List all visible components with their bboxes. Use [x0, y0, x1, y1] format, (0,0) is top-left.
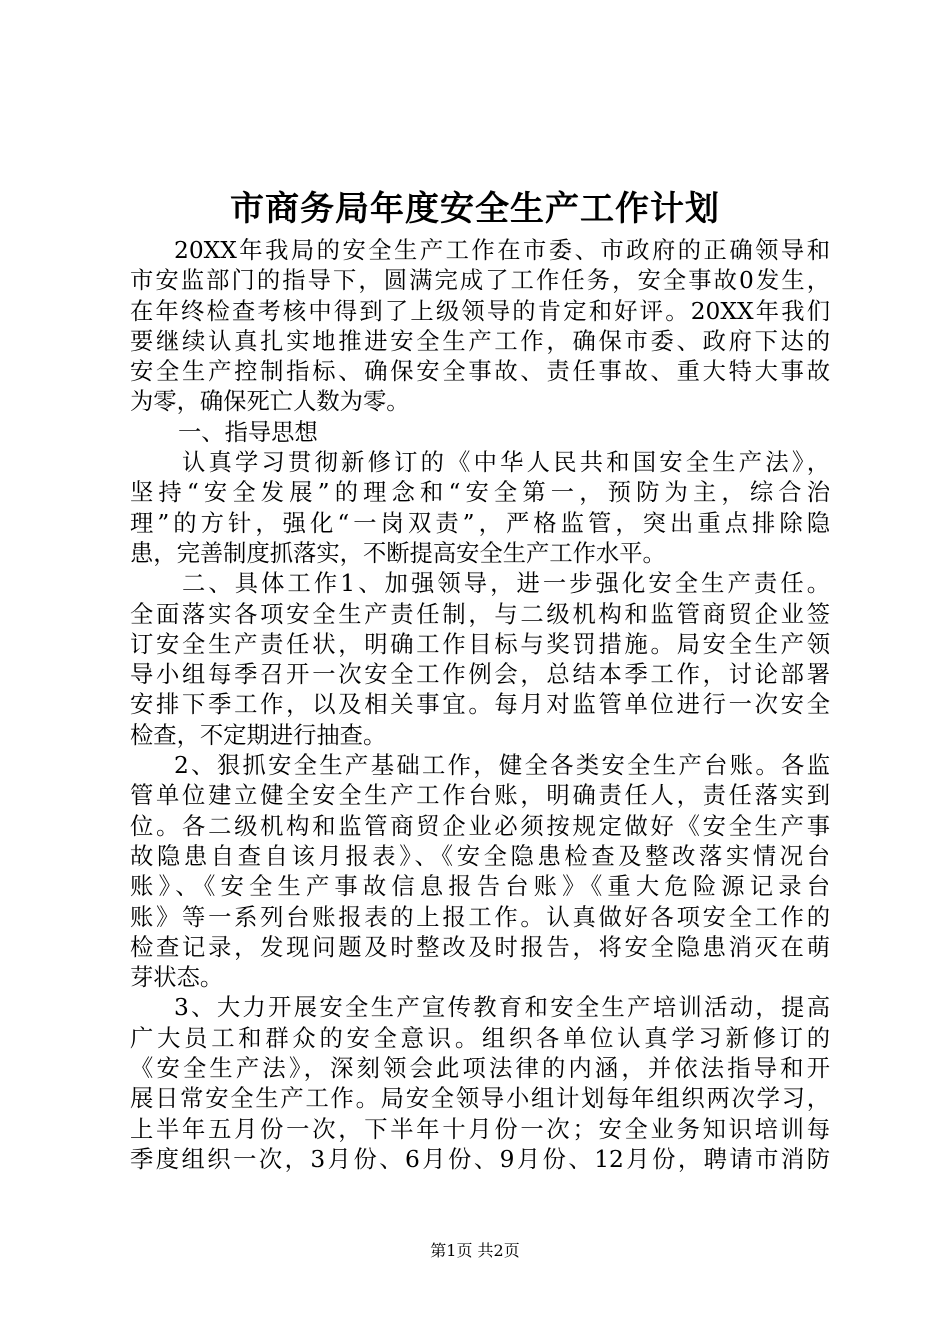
- paragraph-line: 广大员工和群众的安全意识。组织各单位认真学习新修订的: [130, 1024, 830, 1052]
- paragraph-line: 20XX年我局的安全生产工作在市委、市政府的正确领导和: [174, 237, 830, 264]
- paragraph-line: 检查，不定期进行抽查。: [130, 721, 387, 749]
- paragraph-line: 3、大力开展安全生产宣传教育和安全生产培训活动，提高: [174, 994, 830, 1022]
- document-body: [130, 236, 830, 1175]
- paragraph-line: 全面落实各项安全生产责任制，与二级机构和监管商贸企业签: [130, 600, 830, 628]
- paragraph-line: 季度组织一次，3月份、6月份、9月份、12月份，聘请市消防: [130, 1145, 830, 1173]
- paragraph-line: 要继续认真扎实地推进安全生产工作，确保市委、政府下达的: [130, 327, 830, 355]
- paragraph-line: 市安监部门的指导下，圆满完成了工作任务，安全事故0发生，: [130, 267, 830, 295]
- paragraph-line: 认真学习贯彻新修订的《中华人民共和国安全生产法》，: [182, 449, 830, 477]
- paragraph-line: 位。各二级机构和监管商贸企业必须按规定做好《安全生产事: [130, 812, 830, 840]
- paragraph-line: 管单位建立健全安全生产工作台账，明确责任人，责任落实到: [130, 782, 830, 810]
- document-title: 市商务局年度安全生产工作计划: [230, 189, 720, 229]
- paragraph-line: 理”的方针，强化“一岗双责”，严格监管，突出重点排除隐: [130, 509, 830, 537]
- paragraph-line: 订安全生产责任状，明确工作目标与奖罚措施。局安全生产领: [130, 630, 830, 658]
- paragraph-line: 导小组每季召开一次安全工作例会，总结本季工作，讨论部署: [130, 661, 830, 689]
- paragraph-line: 《安全生产法》，深刻领会此项法律的内涵，并依法指导和开: [130, 1055, 830, 1083]
- paragraph-line: 账》等一系列台账报表的上报工作。认真做好各项安全工作的: [130, 903, 830, 931]
- section-heading: 一、指导思想: [178, 418, 318, 446]
- paragraph-line: 故隐患自查自该月报表》、《安全隐患检查及整改落实情况台: [130, 842, 830, 870]
- paragraph-line: 展日常安全生产工作。局安全领导小组计划每年组织两次学习，: [130, 1085, 830, 1113]
- paragraph-line: 安全生产控制指标、确保安全事故、责任事故、重大特大事故: [130, 358, 830, 386]
- paragraph-line: 安排下季工作，以及相关事宜。每月对监管单位进行一次安全: [130, 691, 830, 719]
- paragraph-line: 为零，确保死亡人数为零。: [130, 388, 410, 416]
- paragraph-line: 二、具体工作1、加强领导，进一步强化安全生产责任。: [182, 570, 830, 598]
- paragraph-line: 上半年五月份一次，下半年十月份一次；安全业务知识培训每: [130, 1115, 830, 1143]
- paragraph-line: 坚持“安全发展”的理念和“安全第一，预防为主，综合治: [130, 479, 830, 507]
- paragraph-line: 在年终检查考核中得到了上级领导的肯定和好评。20XX年我们: [130, 297, 830, 325]
- paragraph-line: 患，完善制度抓落实，不断提高安全生产工作水平。: [130, 539, 666, 567]
- paragraph-line: 账》、《安全生产事故信息报告台账》《重大危险源记录台: [130, 873, 830, 901]
- paragraph-line: 2、狠抓安全生产基础工作，健全各类安全生产台账。各监: [174, 752, 830, 780]
- page-footer: 第1页 共2页: [430, 1241, 520, 1260]
- paragraph-line: 芽状态。: [130, 964, 224, 992]
- paragraph-line: 检查记录，发现问题及时整改及时报告，将安全隐患消灭在萌: [130, 933, 830, 961]
